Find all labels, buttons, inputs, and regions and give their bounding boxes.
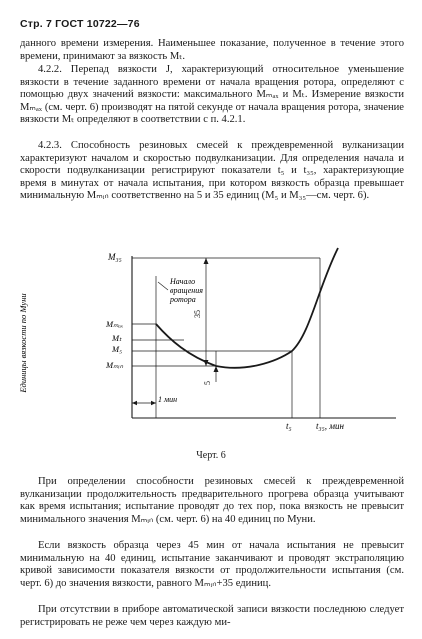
- figure-6: [20, 248, 404, 430]
- rotor-start-label-2: вращения: [170, 286, 203, 295]
- viscosity-diagram: [20, 248, 404, 430]
- rotor-start-label-1: Начало: [170, 277, 196, 286]
- one-min-label: 1 мин: [158, 395, 178, 404]
- paragraph-1: данного времени измерения. Наименьшее показание, полученное в течение этого времени, принимают за вязкость Mₜ.: [20, 38, 404, 62]
- delta-35-label: 35: [193, 310, 202, 318]
- page-number: Стр. 7: [20, 18, 53, 30]
- mmax-label: Mₘₐₓ: [106, 319, 124, 329]
- t5-label: t₅: [286, 421, 292, 431]
- mt-label: Mₜ: [112, 333, 122, 343]
- paragraph-4-2-2: 4.2.2. Перепад вязкости J, характеризующий относительное уменьшение вязкости в течение заданного времени от начала вращения ротора, определяют с помощью двух значений вязкости: максимального Mₘₐₓ и Mₜ. Измерение вязкости Mₘₐₓ (см. черт. 6) производят на пятой секунде от начала вращения ротора, значение вязкости Mₜ определяют в соответствии с п. 4.2.1.: [20, 64, 404, 126]
- m35-label: M₃₅: [108, 252, 122, 262]
- mmin-label: Mₘᵢₙ: [106, 360, 124, 370]
- y-axis-label: Единицы вязкости по Муни: [18, 293, 28, 393]
- paragraph-recording: При отсутствии в приборе автоматической записи вязкости последнюю следует регистрировать не реже чем через каждую ми-: [20, 604, 404, 628]
- viscosity-curve: [156, 248, 338, 368]
- figure-caption: Черт. 6: [196, 450, 226, 461]
- t35-label: t₃₅, мин: [316, 421, 344, 431]
- paragraph-prewarm: При определении способности резиновых смесей к преждевременной вулканизации продолжительность предварительного прогрева образца учитывают как время испытания; испытание проводят до тех пор, пока вязкость не превысит минимального значения Mₘᵢₙ (см. черт. 6) на 40 единиц по Муни.: [20, 476, 404, 525]
- m5-label: M₅: [112, 344, 123, 354]
- paragraph-extrapolation: Если вязкость образца через 45 мин от начала испытания не превысит минимальную на 40 единиц, испытание заканчивают и проводят экстраполяцию кривой зависимости показателя вязкости от продолжительности испытания (см. черт. 6) до значения вязкости, равного Mₘᵢₙ+35 единиц.: [20, 540, 404, 589]
- page-header: [20, 18, 140, 30]
- rotor-start-label-3: ротора: [170, 295, 196, 304]
- paragraph-4-2-3: 4.2.3. Способность резиновых смесей к преждевременной вулканизации характеризуют началом и скоростью подвулканизации. Для определения начала и скорости подвулканизации регистрируют показатели t₅ и t₃₅, характеризующие время в минутах от начала испытания, при котором вязкость образца превышает минимальную Mₘᵢₙ соответственно на 5 и 35 единиц (M₅ и M₃₅—см. черт. 6).: [20, 140, 404, 202]
- delta-5-label: 5: [203, 381, 212, 385]
- standard-code: ГОСТ 10722—76: [55, 18, 140, 30]
